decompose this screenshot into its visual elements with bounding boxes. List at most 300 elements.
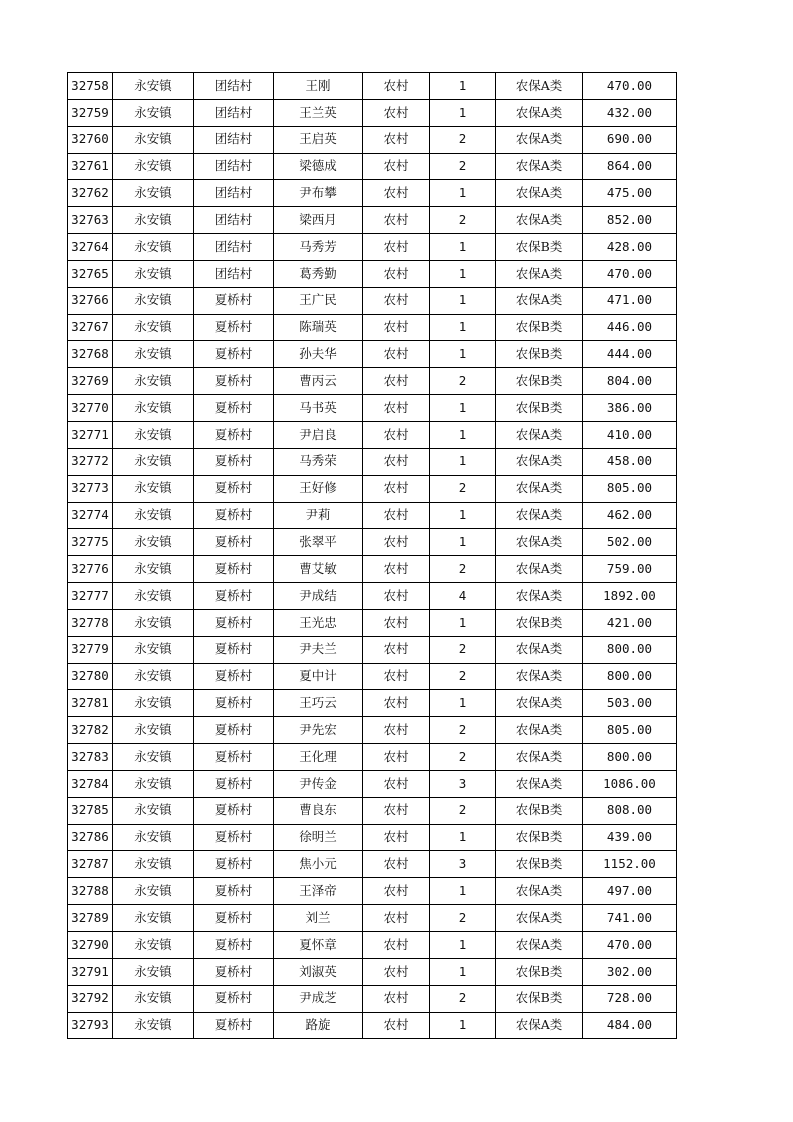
cell-category: 农保A类 — [496, 905, 583, 932]
cell-area: 农村 — [363, 878, 430, 905]
table-row — [68, 475, 677, 502]
cell-village: 夏桥村 — [194, 717, 274, 744]
cell-name: 孙夫华 — [274, 341, 363, 368]
cell-name: 徐明兰 — [274, 824, 363, 851]
cell-category: 农保A类 — [496, 583, 583, 610]
cell-town: 永安镇 — [113, 932, 194, 959]
cell-town: 永安镇 — [113, 73, 194, 100]
cell-category: 农保A类 — [496, 556, 583, 583]
cell-village: 夏桥村 — [194, 502, 274, 529]
cell-category: 农保B类 — [496, 341, 583, 368]
cell-amount: 470.00 — [583, 260, 677, 287]
cell-amount: 386.00 — [583, 395, 677, 422]
table-row — [68, 985, 677, 1012]
cell-id: 32772 — [68, 448, 113, 475]
cell-town: 永安镇 — [113, 475, 194, 502]
cell-id: 32775 — [68, 529, 113, 556]
cell-name: 王好修 — [274, 475, 363, 502]
cell-name: 尹布攀 — [274, 180, 363, 207]
cell-area: 农村 — [363, 207, 430, 234]
cell-id: 32787 — [68, 851, 113, 878]
cell-amount: 444.00 — [583, 341, 677, 368]
table-row — [68, 851, 677, 878]
cell-amount: 439.00 — [583, 824, 677, 851]
cell-category: 农保A类 — [496, 663, 583, 690]
cell-category: 农保B类 — [496, 395, 583, 422]
cell-town: 永安镇 — [113, 314, 194, 341]
cell-id: 32761 — [68, 153, 113, 180]
cell-id: 32767 — [68, 314, 113, 341]
cell-category: 农保A类 — [496, 126, 583, 153]
cell-village: 夏桥村 — [194, 556, 274, 583]
cell-id: 32784 — [68, 770, 113, 797]
cell-id: 32758 — [68, 73, 113, 100]
cell-name: 焦小元 — [274, 851, 363, 878]
cell-category: 农保A类 — [496, 932, 583, 959]
cell-amount: 470.00 — [583, 932, 677, 959]
cell-town: 永安镇 — [113, 583, 194, 610]
cell-area: 农村 — [363, 395, 430, 422]
cell-area: 农村 — [363, 797, 430, 824]
cell-id: 32783 — [68, 744, 113, 771]
table-row — [68, 690, 677, 717]
cell-name: 王启英 — [274, 126, 363, 153]
table-row — [68, 153, 677, 180]
cell-amount: 462.00 — [583, 502, 677, 529]
cell-count: 2 — [430, 368, 496, 395]
cell-id: 32791 — [68, 958, 113, 985]
table-row — [68, 99, 677, 126]
cell-area: 农村 — [363, 824, 430, 851]
cell-area: 农村 — [363, 770, 430, 797]
table-row — [68, 878, 677, 905]
cell-village: 夏桥村 — [194, 609, 274, 636]
cell-amount: 808.00 — [583, 797, 677, 824]
cell-id: 32789 — [68, 905, 113, 932]
cell-village: 夏桥村 — [194, 583, 274, 610]
cell-id: 32763 — [68, 207, 113, 234]
cell-village: 夏桥村 — [194, 690, 274, 717]
cell-name: 王兰英 — [274, 99, 363, 126]
cell-count: 1 — [430, 341, 496, 368]
cell-village: 夏桥村 — [194, 636, 274, 663]
cell-category: 农保A类 — [496, 636, 583, 663]
table-row — [68, 207, 677, 234]
cell-amount: 741.00 — [583, 905, 677, 932]
cell-name: 刘兰 — [274, 905, 363, 932]
cell-area: 农村 — [363, 663, 430, 690]
cell-town: 永安镇 — [113, 556, 194, 583]
cell-village: 团结村 — [194, 126, 274, 153]
cell-area: 农村 — [363, 421, 430, 448]
cell-name: 尹成芝 — [274, 985, 363, 1012]
cell-amount: 475.00 — [583, 180, 677, 207]
cell-name: 王广民 — [274, 287, 363, 314]
cell-village: 夏桥村 — [194, 663, 274, 690]
table-row — [68, 717, 677, 744]
cell-area: 农村 — [363, 636, 430, 663]
cell-id: 32780 — [68, 663, 113, 690]
cell-id: 32781 — [68, 690, 113, 717]
cell-count: 4 — [430, 583, 496, 610]
cell-town: 永安镇 — [113, 878, 194, 905]
cell-count: 1 — [430, 878, 496, 905]
cell-town: 永安镇 — [113, 824, 194, 851]
cell-town: 永安镇 — [113, 529, 194, 556]
cell-area: 农村 — [363, 583, 430, 610]
cell-village: 夏桥村 — [194, 1012, 274, 1039]
cell-town: 永安镇 — [113, 797, 194, 824]
cell-count: 2 — [430, 556, 496, 583]
cell-category: 农保A类 — [496, 717, 583, 744]
cell-area: 农村 — [363, 958, 430, 985]
cell-category: 农保A类 — [496, 180, 583, 207]
cell-category: 农保A类 — [496, 260, 583, 287]
cell-amount: 497.00 — [583, 878, 677, 905]
cell-amount: 690.00 — [583, 126, 677, 153]
cell-name: 曹良东 — [274, 797, 363, 824]
table-row — [68, 287, 677, 314]
cell-amount: 428.00 — [583, 234, 677, 261]
cell-village: 夏桥村 — [194, 475, 274, 502]
cell-name: 王光忠 — [274, 609, 363, 636]
cell-category: 农保A类 — [496, 744, 583, 771]
cell-count: 1 — [430, 421, 496, 448]
cell-town: 永安镇 — [113, 985, 194, 1012]
cell-count: 1 — [430, 180, 496, 207]
cell-amount: 728.00 — [583, 985, 677, 1012]
cell-village: 夏桥村 — [194, 395, 274, 422]
cell-town: 永安镇 — [113, 958, 194, 985]
table-row — [68, 448, 677, 475]
cell-count: 3 — [430, 770, 496, 797]
cell-count: 1 — [430, 395, 496, 422]
cell-count: 2 — [430, 636, 496, 663]
cell-amount: 864.00 — [583, 153, 677, 180]
cell-amount: 800.00 — [583, 636, 677, 663]
cell-area: 农村 — [363, 341, 430, 368]
cell-count: 1 — [430, 932, 496, 959]
cell-village: 团结村 — [194, 260, 274, 287]
cell-category: 农保B类 — [496, 851, 583, 878]
cell-amount: 410.00 — [583, 421, 677, 448]
cell-count: 3 — [430, 851, 496, 878]
cell-id: 32785 — [68, 797, 113, 824]
cell-amount: 471.00 — [583, 287, 677, 314]
cell-village: 夏桥村 — [194, 341, 274, 368]
cell-name: 尹夫兰 — [274, 636, 363, 663]
table-row — [68, 368, 677, 395]
cell-town: 永安镇 — [113, 260, 194, 287]
cell-name: 王化理 — [274, 744, 363, 771]
cell-count: 2 — [430, 663, 496, 690]
cell-town: 永安镇 — [113, 636, 194, 663]
cell-area: 农村 — [363, 529, 430, 556]
cell-name: 马秀芳 — [274, 234, 363, 261]
cell-name: 尹莉 — [274, 502, 363, 529]
cell-town: 永安镇 — [113, 234, 194, 261]
cell-amount: 1152.00 — [583, 851, 677, 878]
cell-amount: 421.00 — [583, 609, 677, 636]
cell-id: 32778 — [68, 609, 113, 636]
cell-id: 32777 — [68, 583, 113, 610]
cell-amount: 805.00 — [583, 717, 677, 744]
cell-area: 农村 — [363, 502, 430, 529]
cell-name: 尹启良 — [274, 421, 363, 448]
cell-village: 夏桥村 — [194, 368, 274, 395]
cell-area: 农村 — [363, 287, 430, 314]
cell-name: 梁德成 — [274, 153, 363, 180]
cell-town: 永安镇 — [113, 663, 194, 690]
cell-category: 农保B类 — [496, 824, 583, 851]
cell-name: 王泽帝 — [274, 878, 363, 905]
cell-count: 1 — [430, 1012, 496, 1039]
table-row — [68, 663, 677, 690]
cell-area: 农村 — [363, 314, 430, 341]
cell-count: 1 — [430, 448, 496, 475]
cell-count: 1 — [430, 824, 496, 851]
cell-count: 2 — [430, 717, 496, 744]
table-row — [68, 744, 677, 771]
cell-town: 永安镇 — [113, 502, 194, 529]
cell-amount: 470.00 — [583, 73, 677, 100]
table-row — [68, 529, 677, 556]
cell-town: 永安镇 — [113, 99, 194, 126]
cell-village: 夏桥村 — [194, 958, 274, 985]
cell-name: 刘淑英 — [274, 958, 363, 985]
table-row — [68, 234, 677, 261]
cell-village: 夏桥村 — [194, 314, 274, 341]
cell-id: 32773 — [68, 475, 113, 502]
cell-category: 农保A类 — [496, 878, 583, 905]
cell-town: 永安镇 — [113, 1012, 194, 1039]
cell-category: 农保A类 — [496, 421, 583, 448]
cell-amount: 484.00 — [583, 1012, 677, 1039]
cell-village: 夏桥村 — [194, 932, 274, 959]
cell-id: 32770 — [68, 395, 113, 422]
cell-count: 2 — [430, 475, 496, 502]
cell-count: 2 — [430, 207, 496, 234]
cell-town: 永安镇 — [113, 851, 194, 878]
cell-count: 2 — [430, 797, 496, 824]
cell-count: 1 — [430, 99, 496, 126]
cell-village: 夏桥村 — [194, 421, 274, 448]
cell-count: 2 — [430, 905, 496, 932]
cell-id: 32768 — [68, 341, 113, 368]
cell-amount: 759.00 — [583, 556, 677, 583]
table-row — [68, 770, 677, 797]
cell-town: 永安镇 — [113, 448, 194, 475]
cell-village: 团结村 — [194, 153, 274, 180]
cell-name: 尹成结 — [274, 583, 363, 610]
cell-village: 夏桥村 — [194, 744, 274, 771]
cell-id: 32776 — [68, 556, 113, 583]
cell-count: 1 — [430, 609, 496, 636]
cell-amount: 800.00 — [583, 744, 677, 771]
cell-category: 农保B类 — [496, 797, 583, 824]
cell-town: 永安镇 — [113, 905, 194, 932]
cell-count: 2 — [430, 985, 496, 1012]
cell-count: 1 — [430, 73, 496, 100]
cell-area: 农村 — [363, 475, 430, 502]
table-row — [68, 905, 677, 932]
cell-village: 夏桥村 — [194, 448, 274, 475]
table-row — [68, 583, 677, 610]
table-row — [68, 958, 677, 985]
cell-village: 团结村 — [194, 207, 274, 234]
cell-category: 农保A类 — [496, 690, 583, 717]
cell-amount: 458.00 — [583, 448, 677, 475]
cell-village: 团结村 — [194, 73, 274, 100]
data-table — [67, 72, 677, 1039]
cell-amount: 302.00 — [583, 958, 677, 985]
cell-category: 农保A类 — [496, 475, 583, 502]
cell-name: 王巧云 — [274, 690, 363, 717]
cell-name: 张翠平 — [274, 529, 363, 556]
cell-amount: 502.00 — [583, 529, 677, 556]
cell-name: 葛秀勤 — [274, 260, 363, 287]
table-row — [68, 260, 677, 287]
cell-area: 农村 — [363, 99, 430, 126]
cell-area: 农村 — [363, 744, 430, 771]
cell-category: 农保B类 — [496, 985, 583, 1012]
cell-area: 农村 — [363, 260, 430, 287]
cell-amount: 805.00 — [583, 475, 677, 502]
cell-town: 永安镇 — [113, 368, 194, 395]
cell-area: 农村 — [363, 851, 430, 878]
cell-area: 农村 — [363, 234, 430, 261]
cell-name: 马书英 — [274, 395, 363, 422]
table-row — [68, 824, 677, 851]
cell-id: 32762 — [68, 180, 113, 207]
cell-area: 农村 — [363, 1012, 430, 1039]
cell-name: 尹传金 — [274, 770, 363, 797]
cell-area: 农村 — [363, 368, 430, 395]
cell-id: 32766 — [68, 287, 113, 314]
cell-category: 农保A类 — [496, 207, 583, 234]
table-row — [68, 636, 677, 663]
cell-town: 永安镇 — [113, 180, 194, 207]
cell-id: 32788 — [68, 878, 113, 905]
cell-town: 永安镇 — [113, 126, 194, 153]
cell-town: 永安镇 — [113, 717, 194, 744]
cell-amount: 432.00 — [583, 99, 677, 126]
cell-village: 夏桥村 — [194, 905, 274, 932]
cell-name: 王刚 — [274, 73, 363, 100]
cell-count: 1 — [430, 529, 496, 556]
cell-category: 农保A类 — [496, 73, 583, 100]
cell-village: 夏桥村 — [194, 797, 274, 824]
cell-name: 夏中计 — [274, 663, 363, 690]
cell-count: 1 — [430, 287, 496, 314]
cell-category: 农保A类 — [496, 770, 583, 797]
cell-id: 32759 — [68, 99, 113, 126]
cell-area: 农村 — [363, 932, 430, 959]
cell-name: 曹丙云 — [274, 368, 363, 395]
cell-area: 农村 — [363, 126, 430, 153]
table-row — [68, 341, 677, 368]
cell-town: 永安镇 — [113, 690, 194, 717]
cell-town: 永安镇 — [113, 421, 194, 448]
table-row — [68, 314, 677, 341]
cell-id: 32782 — [68, 717, 113, 744]
cell-town: 永安镇 — [113, 341, 194, 368]
cell-amount: 503.00 — [583, 690, 677, 717]
cell-town: 永安镇 — [113, 287, 194, 314]
table-row — [68, 609, 677, 636]
cell-town: 永安镇 — [113, 744, 194, 771]
cell-count: 1 — [430, 234, 496, 261]
cell-amount: 446.00 — [583, 314, 677, 341]
cell-count: 1 — [430, 958, 496, 985]
cell-category: 农保A类 — [496, 448, 583, 475]
cell-category: 农保A类 — [496, 287, 583, 314]
cell-id: 32771 — [68, 421, 113, 448]
cell-town: 永安镇 — [113, 153, 194, 180]
cell-category: 农保A类 — [496, 99, 583, 126]
cell-village: 夏桥村 — [194, 851, 274, 878]
cell-id: 32793 — [68, 1012, 113, 1039]
cell-town: 永安镇 — [113, 395, 194, 422]
cell-count: 2 — [430, 744, 496, 771]
cell-count: 2 — [430, 126, 496, 153]
cell-id: 32764 — [68, 234, 113, 261]
cell-count: 2 — [430, 153, 496, 180]
cell-category: 农保A类 — [496, 502, 583, 529]
table-row — [68, 73, 677, 100]
cell-category: 农保B类 — [496, 314, 583, 341]
table-row — [68, 395, 677, 422]
table-body — [68, 73, 677, 1039]
cell-name: 梁西月 — [274, 207, 363, 234]
cell-name: 曹艾敏 — [274, 556, 363, 583]
table-row — [68, 421, 677, 448]
cell-category: 农保A类 — [496, 1012, 583, 1039]
cell-village: 团结村 — [194, 99, 274, 126]
cell-id: 32765 — [68, 260, 113, 287]
cell-name: 路旋 — [274, 1012, 363, 1039]
table-row — [68, 797, 677, 824]
cell-village: 夏桥村 — [194, 287, 274, 314]
cell-amount: 852.00 — [583, 207, 677, 234]
cell-area: 农村 — [363, 448, 430, 475]
cell-area: 农村 — [363, 609, 430, 636]
cell-count: 1 — [430, 502, 496, 529]
cell-category: 农保A类 — [496, 529, 583, 556]
cell-amount: 800.00 — [583, 663, 677, 690]
cell-amount: 1086.00 — [583, 770, 677, 797]
cell-id: 32760 — [68, 126, 113, 153]
cell-category: 农保B类 — [496, 609, 583, 636]
cell-village: 夏桥村 — [194, 529, 274, 556]
cell-name: 尹先宏 — [274, 717, 363, 744]
cell-count: 1 — [430, 690, 496, 717]
cell-id: 32769 — [68, 368, 113, 395]
cell-category: 农保A类 — [496, 153, 583, 180]
cell-village: 夏桥村 — [194, 985, 274, 1012]
cell-town: 永安镇 — [113, 207, 194, 234]
cell-area: 农村 — [363, 73, 430, 100]
cell-village: 夏桥村 — [194, 824, 274, 851]
cell-amount: 804.00 — [583, 368, 677, 395]
cell-area: 农村 — [363, 180, 430, 207]
cell-category: 农保B类 — [496, 368, 583, 395]
cell-area: 农村 — [363, 556, 430, 583]
cell-count: 1 — [430, 314, 496, 341]
cell-area: 农村 — [363, 985, 430, 1012]
table-row — [68, 556, 677, 583]
cell-id: 32779 — [68, 636, 113, 663]
